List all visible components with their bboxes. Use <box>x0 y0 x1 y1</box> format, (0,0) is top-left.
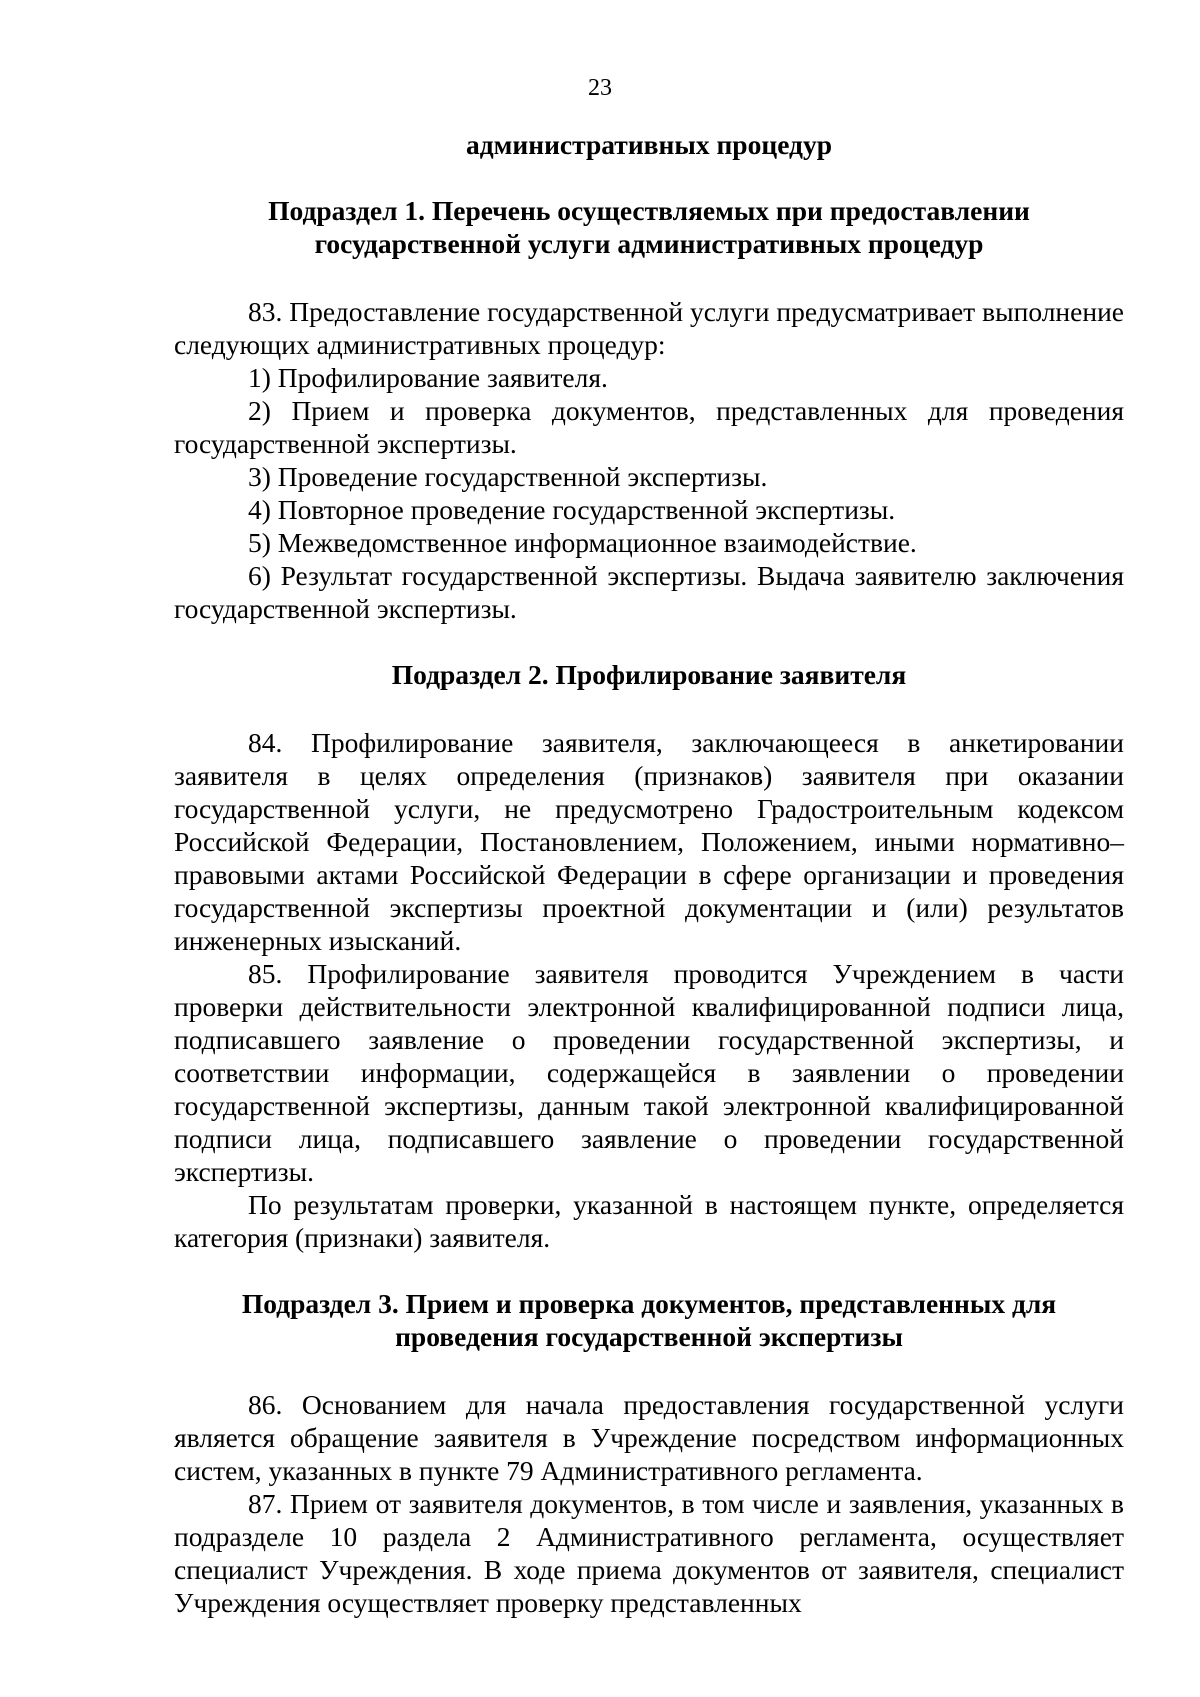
subsection-1-heading-line-2: государственной услуги административных процедур <box>314 228 984 259</box>
list-item-6: 6) Результат государственной экспертизы. Выдача заявителю заключения государственной экспертизы. <box>174 560 1124 624</box>
subsection-1-heading <box>174 194 1124 260</box>
subsection-3 <box>174 1287 1124 1619</box>
heading-continuation: административных процедур <box>466 129 832 160</box>
paragraph-85: 85. Профилирование заявителя проводится Учреждением в части проверки действительности электронной квалифицированной подписи лица, подписавшего заявление о проведении государственной экспертизы, и соответствии информации, содержащейся в заявлении о проведении государственной экспертизы, данным такой электронной квалифицированной подписи лица, подписавшего заявление о проведении государственной экспертизы. <box>174 958 1124 1187</box>
paragraph-86: 86. Основанием для начала предоставления государственной услуги является обращение заявителя в Учреждение посредством информационных систем, указанных в пункте 79 Административного регламента. <box>174 1389 1124 1486</box>
subsection-2-heading: Подраздел 2. Профилирование заявителя <box>391 659 907 690</box>
paragraph-87: 87. Прием от заявителя документов, в том числе и заявления, указанных в подразделе 10 раздела 2 Административного регламента, осуществляет специалист Учреждения. В ходе приема документов от заявителя, специалист Учреждения осуществляет проверку представленных <box>174 1488 1124 1618</box>
page-content <box>174 128 1124 1619</box>
subsection-2 <box>174 658 1124 1254</box>
paragraph-85-result: По результатам проверки, указанной в настоящем пункте, определяется категория (признаки) заявителя. <box>174 1189 1124 1253</box>
paragraph-84: 84. Профилирование заявителя, заключающееся в анкетировании заявителя в целях определения (признаков) заявителя при оказании государственной услуги, не предусмотрено Градостроительным кодексом Российской Федерации, Постановлением, Положением, иными нормативно–правовыми актами Российской Федерации в сфере организации и проведения государственной экспертизы проектной документации и (или) результатов инженерных изысканий. <box>174 727 1124 956</box>
page-number: 23 <box>588 75 612 101</box>
subsection-1 <box>174 194 1124 625</box>
list-item-5: 5) Межведомственное информационное взаимодействие. <box>248 527 917 558</box>
list-item-4: 4) Повторное проведение государственной экспертизы. <box>248 494 896 525</box>
paragraph-83: 83. Предоставление государственной услуги предусматривает выполнение следующих административных процедур: <box>174 296 1124 360</box>
subsection-3-heading-line-1: Подраздел 3. Прием и проверка документов, представленных для <box>241 1288 1057 1319</box>
list-item-2: 2) Прием и проверка документов, представленных для проведения государственной экспертизы. <box>174 395 1124 459</box>
subsection-3-heading <box>174 1287 1124 1353</box>
list-item-1: 1) Профилирование заявителя. <box>248 362 608 393</box>
subsection-1-heading-line-1: Подраздел 1. Перечень осуществляемых при предоставлении <box>268 195 1030 226</box>
list-item-3: 3) Проведение государственной экспертизы. <box>248 461 768 492</box>
subsection-3-heading-line-2: проведения государственной экспертизы <box>395 1321 903 1352</box>
